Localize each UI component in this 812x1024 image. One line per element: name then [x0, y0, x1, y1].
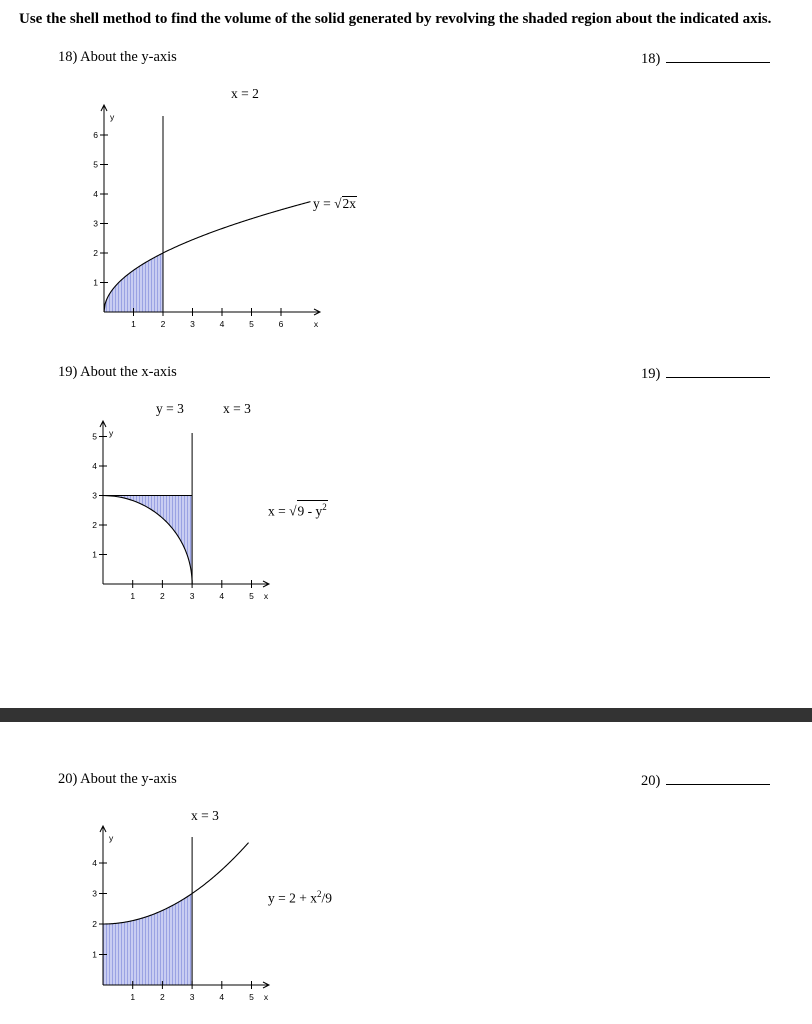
x-tick-label: 1: [130, 992, 136, 1002]
graph18-xline-label: x = 2: [231, 86, 259, 101]
problem-text: About the y-axis: [80, 49, 177, 65]
x-axis-label: x: [313, 319, 319, 329]
y-tick-label: 3: [92, 490, 97, 501]
y-tick-label: 2: [92, 919, 97, 929]
x-tick-label: 3: [189, 992, 195, 1002]
answer-label: 18): [641, 51, 661, 67]
x-tick-label: 3: [189, 591, 195, 601]
x-tick-label: 5: [249, 591, 254, 601]
graph20-curve-label: $y = 2 + x^2/9$: [268, 889, 332, 906]
y-tick-label: 3: [92, 888, 97, 899]
x-axis-label: x: [263, 992, 269, 1002]
instructions: Use the shell method to find the volume of the solid generated by revolving the shaded region about the indicated axis.: [19, 11, 772, 27]
y-tick-label: 1: [93, 277, 98, 288]
problem-number: 19): [58, 364, 78, 380]
graph-18: [93, 105, 320, 329]
y-tick-label: 4: [92, 461, 97, 471]
answer-label: 19): [641, 366, 661, 382]
y-axis-label: y: [109, 428, 114, 438]
y-tick-label: 1: [92, 549, 97, 560]
x-tick-label: 6: [278, 319, 284, 329]
x-tick-label: 1: [131, 319, 136, 329]
y-axis-label: y: [110, 112, 115, 122]
x-tick-label: 2: [160, 591, 165, 601]
problem-number: 20): [58, 771, 78, 787]
graph19-curve-label: $x = √9 - y^2$: [268, 502, 327, 519]
shaded-region: [103, 496, 192, 585]
graph20-xline-label: x = 3: [191, 808, 219, 823]
y-tick-label: 2: [93, 248, 98, 258]
x-tick-label: 5: [249, 992, 254, 1002]
graph-19: [92, 421, 269, 601]
x-tick-label: 4: [219, 591, 225, 601]
y-tick-label: 1: [92, 949, 97, 960]
problem-text: About the x-axis: [80, 364, 177, 380]
shaded-region: [104, 253, 163, 312]
y-tick-label: 5: [93, 159, 98, 170]
graph19-xline-label: x = 3: [223, 401, 251, 416]
y-tick-label: 3: [93, 218, 98, 229]
y-axis-label: y: [109, 833, 114, 843]
x-tick-label: 4: [219, 319, 225, 329]
y-tick-label: 2: [92, 520, 97, 530]
y-tick-label: 4: [93, 189, 98, 199]
graph-20: [92, 826, 269, 1002]
x-tick-label: 3: [190, 319, 195, 329]
x-tick-label: 4: [219, 992, 225, 1002]
problem-number: 18): [58, 49, 78, 65]
graph18-curve-label: y = √2x: [313, 196, 357, 211]
answer-label: 20): [641, 773, 661, 789]
shaded-region: [103, 894, 192, 986]
x-tick-label: 2: [160, 319, 166, 329]
y-tick-label: 5: [92, 431, 97, 442]
problem-text: About the y-axis: [80, 771, 177, 787]
x-tick-label: 1: [130, 591, 136, 601]
x-tick-label: 5: [249, 319, 254, 329]
x-axis-label: x: [263, 591, 269, 601]
y-tick-label: 4: [92, 858, 97, 868]
graph19-yline-label: y = 3: [156, 401, 184, 416]
y-tick-label: 6: [93, 130, 98, 140]
x-tick-label: 2: [160, 992, 165, 1002]
